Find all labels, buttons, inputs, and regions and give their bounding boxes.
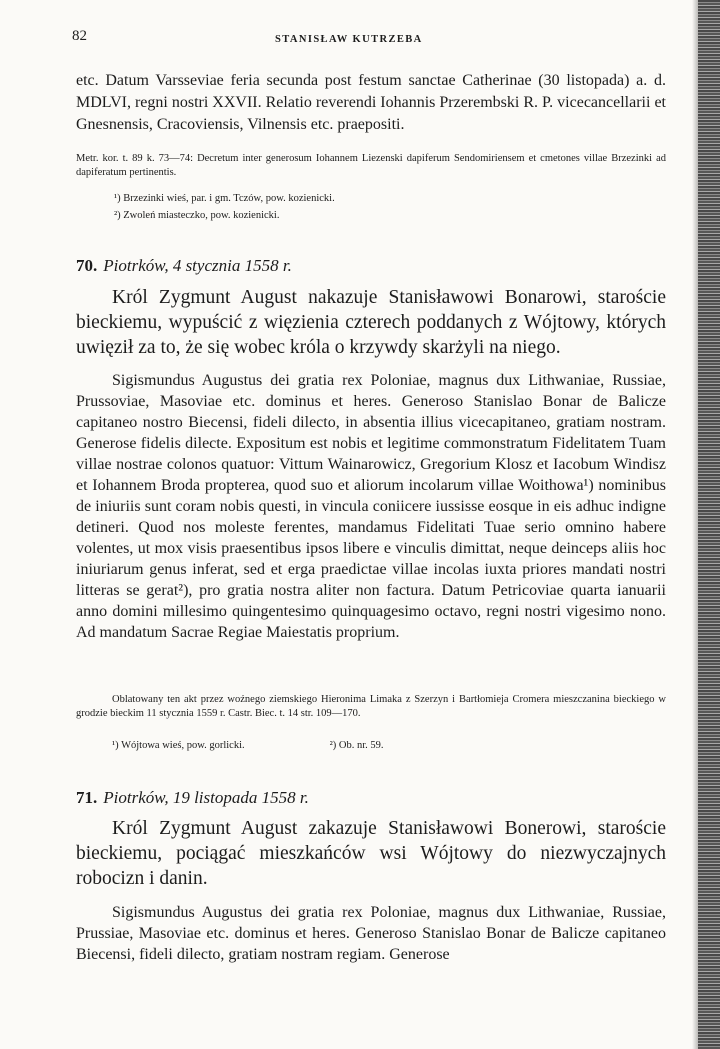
place-date: Piotrków, 4 stycznia 1558 r. <box>103 256 292 275</box>
book-spine-edge <box>698 0 720 1049</box>
footnotes <box>112 737 652 754</box>
document-summary: Król Zygmunt August nakazuje Stanisławowi Bonarowi, staroście bieckiemu, wypuścić z więzienia czterech poddanych z Wójtowy, których uwięził za to, że się wobec króla o krzywdy skarżyli na niego. <box>76 287 666 358</box>
source-note: Oblatowany ten akt przez woźnego ziemskiego Hieronima Limaka z Szerzyn i Bartłomieja Cromera mieszczanina bieckiego w grodzie bieckim 11 stycznia 1559 r. Castr. Biec. t. 14 str. 109—170. <box>76 694 666 719</box>
document-summary: Król Zygmunt August zakazuje Stanisławowi Bonerowi, staroście bieckiemu, pociągać mieszkańców wsi Wójtowy do niezwyczajnych robocizn i danin. <box>76 818 666 889</box>
page-shadow <box>692 0 698 1049</box>
place-date: Piotrków, 19 listopada 1558 r. <box>103 788 309 807</box>
document-number: 70. <box>76 256 98 275</box>
page-number: 82 <box>72 28 87 44</box>
document-text: Sigismundus Augustus dei gratia rex Poloniae, magnus dux Lithwaniae, Russiae, Prussiae, Masoviae etc. dominus et heres. Generoso Stanislao Bonar de Balicze capitaneo Biecensi, fideli dilecto, gratiam nostram regiam. Generose <box>76 904 666 963</box>
document-heading <box>76 788 666 808</box>
footnote: ¹) Brzezinki wieś, par. i gm. Tczów, pow. kozienicki. <box>114 193 335 204</box>
document-number: 71. <box>76 788 98 807</box>
footnote: ²) Zwoleń miasteczko, pow. kozienicki. <box>114 210 280 221</box>
document-heading <box>76 256 666 276</box>
footnotes <box>114 190 634 224</box>
closing-paragraph: etc. Datum Varsseviae feria secunda post festum sanctae Catherinae (30 listopada) a. d. MDLVI, regni nostri XXVII. Relatio reverendi Iohannis Przerembski R. P. vicecancellarii et Gnesnensis, Cracoviensis, Vilnensis etc. praepositi. <box>76 72 666 133</box>
document-text: Sigismundus Augustus dei gratia rex Poloniae, magnus dux Lithwaniae, Russiae, Prussoviae, Masoviae etc. dominus et heres. Generoso Stanislao Bonar de Balicze capitaneo nostro Biecensi, fideli dilecto, in absentia illius vicecapitaneo, gratiam nostram. Generose fidelis dilecte. Expositum est nobis et legitime commonstratum Fidelitatem Tuam villae nostrae colonos quatuor: Vittum Wainarowicz, Gregorium Klosz et Iacobum Windisz et Iohannem Broda propterea, quod suo et aliorum incolarum villae Woithowa¹) nominibus de iniuriis sunt coram nobis questi, in vincula coniicere iussisse eosque in eis adhuc indigne detineri. Quod nos moleste ferentes, mandamus Fidelitati Tuae serio omnino habere volentes, ut mox visis praesentibus ipsos libere e vinculis dimittat, neque deinceps aliis hoc iniuriarum genus inferat, sed et erga praedictae villae incolas iuxta priores mandati nostri litteras se gerat²), pro gratia nostra aliter non factura. Datum Petricoviae quarta ianuarii anno domini millesimo quingentesimo quinquagesimo octavo, regni nostri vigesimo nono. Ad mandatum Sacrae Regiae Maiestatis proprium. <box>76 372 666 641</box>
footnote: ²) Ob. nr. 59. <box>329 740 384 751</box>
footnote: ¹) Wójtowa wieś, pow. gorlicki. <box>112 740 245 751</box>
running-title: STANISŁAW KUTRZEBA <box>275 34 423 45</box>
source-note: Metr. kor. t. 89 k. 73—74: Decretum inter generosum Iohannem Liezenski dapiferum Sendomiriensem et cmetones villae Brzezinki ad dapiferatum pertinentis. <box>76 153 666 178</box>
